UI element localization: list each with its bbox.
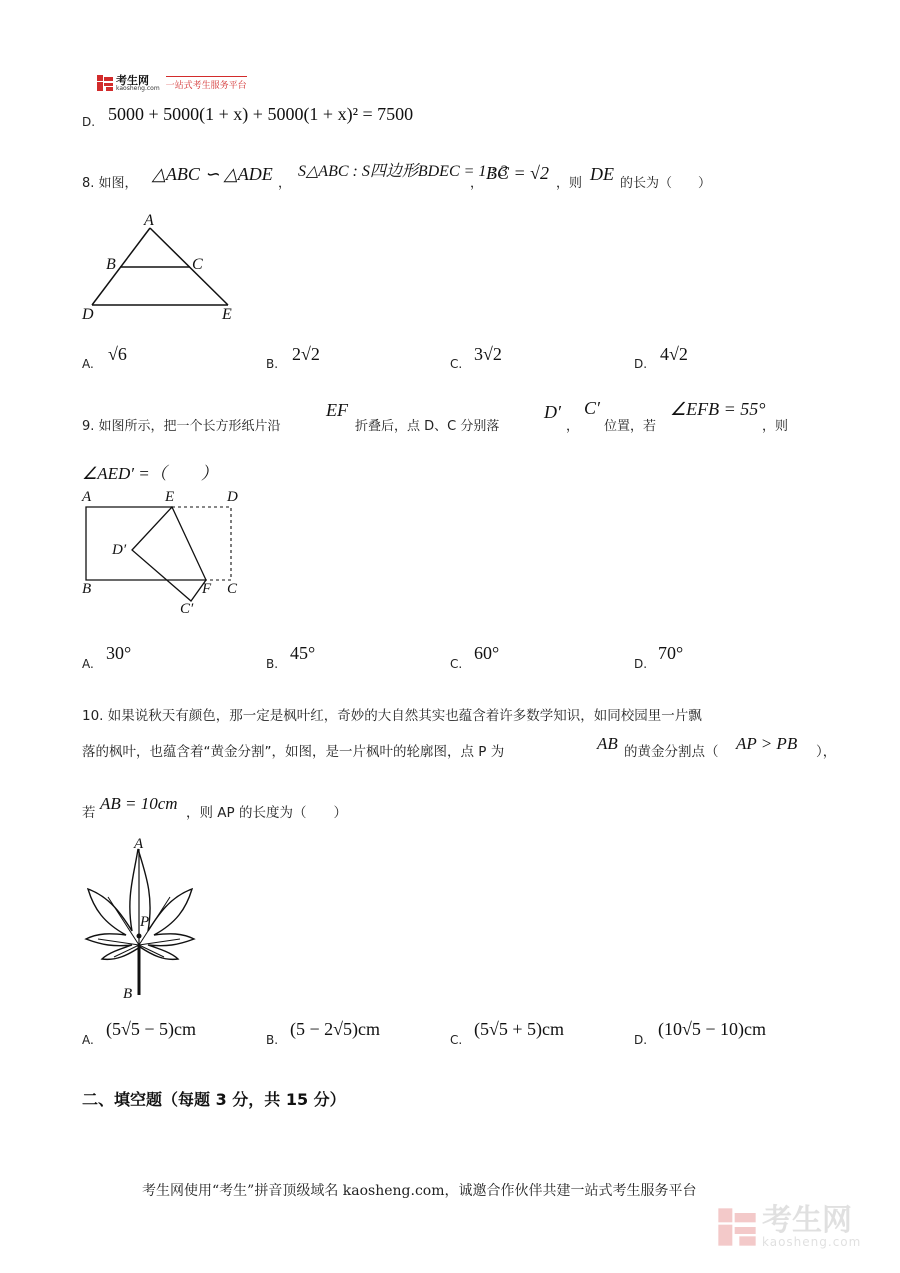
q9-rect-solid bbox=[86, 507, 206, 580]
q9-option-b-value: 45° bbox=[290, 643, 316, 663]
q9-label-c: C bbox=[227, 581, 238, 597]
q9-label-b: B bbox=[82, 581, 92, 597]
watermark-domain: kaosheng.com bbox=[762, 1235, 862, 1249]
q10-ap-pb: AP > PB bbox=[736, 734, 798, 753]
q10-option-b-letter: B. bbox=[266, 1033, 279, 1047]
watermark-name: 考生网 bbox=[762, 1203, 852, 1238]
q8-bc: BC = √2 bbox=[486, 163, 550, 183]
q8-label-b: B bbox=[106, 256, 116, 273]
q8-label-d: D bbox=[82, 306, 94, 323]
q9-angle-efb: ∠EFB = 55° bbox=[670, 399, 766, 419]
q10-option-c-letter: C. bbox=[450, 1033, 463, 1047]
q9-dprime: D′ bbox=[544, 402, 561, 422]
q10-line2-end: ）， bbox=[816, 744, 837, 760]
q9-label-f: F bbox=[202, 581, 212, 597]
q9-label-d: D bbox=[227, 489, 238, 505]
logo-domain: kaosheng.com bbox=[116, 84, 160, 92]
kaosheng-logo-icon bbox=[96, 74, 114, 92]
q9-option-b-letter: B. bbox=[266, 657, 279, 671]
watermark-logo-icon bbox=[716, 1206, 758, 1248]
q10-option-a-letter: A. bbox=[82, 1033, 94, 1047]
q8-option-a-value: √6 bbox=[108, 344, 127, 364]
q8-option-a-letter: A. bbox=[82, 357, 94, 371]
q10-label-a: A bbox=[134, 836, 144, 852]
q10-option-d-value: (10√5 − 10)cm bbox=[658, 1019, 767, 1039]
q9-option-d-letter: D. bbox=[634, 657, 648, 671]
q10-option-b-value: (5 − 2√5)cm bbox=[290, 1019, 381, 1039]
q9-option-c-letter: C. bbox=[450, 657, 463, 671]
logo-slogan: 一站式考生服务平台 bbox=[166, 76, 247, 91]
q10-option-a-value: (5√5 − 5)cm bbox=[106, 1019, 197, 1039]
q10-line2-prefix: 落的枫叶，也蕴含着“黄金分割”，如图，是一片枫叶的轮廓图，点 P 为 bbox=[82, 744, 505, 760]
q9-label-e: E bbox=[165, 489, 175, 505]
q8-comma1: ， bbox=[278, 176, 292, 191]
q9-stem-then: ，则 bbox=[762, 419, 789, 434]
q8-label-c: C bbox=[192, 256, 203, 273]
footer-text: 考生网使用“考生”拼音顶级域名 kaosheng.com，诚邀合作伙伴共建一站式考生服务平台 bbox=[142, 1183, 697, 1199]
section-2-title: 二、填空题（每题 3 分，共 15 分） bbox=[82, 1090, 346, 1109]
logo-name: 考生网 bbox=[116, 73, 149, 87]
q8-option-b-value: 2√2 bbox=[292, 344, 320, 364]
q10-line3-prefix: 若 bbox=[82, 805, 96, 821]
q8-option-d-value: 4√2 bbox=[660, 344, 688, 364]
q8-option-d-letter: D. bbox=[634, 357, 648, 371]
q8-stem-suffix: ，则 bbox=[556, 176, 583, 191]
q8-stem-prefix: 8. 如图， bbox=[82, 176, 138, 191]
q10-line1: 10. 如果说秋天有颜色，那一定是枫叶红，奇妙的大自然其实也蕴含着许多数学知识，如同校园里一片飘 bbox=[82, 708, 702, 724]
q9-folded-part bbox=[132, 507, 206, 601]
q10-stem bbox=[138, 945, 141, 995]
q9-option-c-value: 60° bbox=[474, 643, 500, 663]
q7-option-d-formula: 5000 + 5000(1 + x) + 5000(1 + x)² = 7500 bbox=[108, 104, 414, 124]
q10-label-p: P bbox=[140, 914, 150, 930]
q10-ab-value: AB = 10cm bbox=[100, 794, 178, 813]
q9-comma: ， bbox=[566, 419, 580, 434]
q9-stem-prefix: 9. 如图所示，把一个长方形纸片沿 bbox=[82, 419, 281, 434]
q10-label-b: B bbox=[123, 986, 133, 1002]
q10-line3-end: ，则 AP 的长度为（ ） bbox=[186, 805, 347, 821]
q9-option-a-value: 30° bbox=[106, 643, 132, 663]
q9-option-d-value: 70° bbox=[658, 643, 684, 663]
q10-ab: AB bbox=[597, 734, 618, 753]
q8-option-b-letter: B. bbox=[266, 357, 279, 371]
q8-de: DE bbox=[590, 164, 614, 184]
q8-stem-end: 的长为（ ） bbox=[620, 176, 712, 191]
q8-area-ratio: S△ABC : S四边形BDEC = 1 : 3 bbox=[298, 163, 508, 180]
q9-option-a-letter: A. bbox=[82, 657, 94, 671]
footer-watermark bbox=[716, 1203, 862, 1249]
q10-point-p bbox=[137, 934, 142, 939]
q10-option-c-value: (5√5 + 5)cm bbox=[474, 1019, 565, 1039]
q8-label-a: A bbox=[144, 212, 154, 229]
q9-label-a: A bbox=[82, 489, 92, 505]
q8-comma2: ， bbox=[470, 176, 484, 191]
q9-stem-mid1: 折叠后，点 D、C 分别落 bbox=[355, 419, 500, 434]
q9-cprime: C′ bbox=[584, 398, 600, 418]
q9-line2: ∠AED′ =（ ） bbox=[82, 464, 218, 483]
q10-option-d-letter: D. bbox=[634, 1033, 648, 1047]
q8-similar: △ABC ∽ △ADE bbox=[152, 164, 273, 184]
q8-option-c-value: 3√2 bbox=[474, 344, 502, 364]
q9-label-cprime: C′ bbox=[180, 601, 194, 617]
q9-stem-mid2: 位置，若 bbox=[604, 419, 657, 434]
q9-ef: EF bbox=[326, 400, 348, 420]
q9-label-dprime: D′ bbox=[112, 542, 127, 558]
q10-line2-mid: 的黄金分割点（ bbox=[624, 744, 719, 760]
q7-option-d-letter: D. bbox=[82, 115, 96, 129]
q8-label-e: E bbox=[222, 306, 232, 323]
header-logo bbox=[96, 72, 247, 94]
q8-option-c-letter: C. bbox=[450, 357, 463, 371]
q9-rectangle-figure bbox=[80, 490, 250, 620]
